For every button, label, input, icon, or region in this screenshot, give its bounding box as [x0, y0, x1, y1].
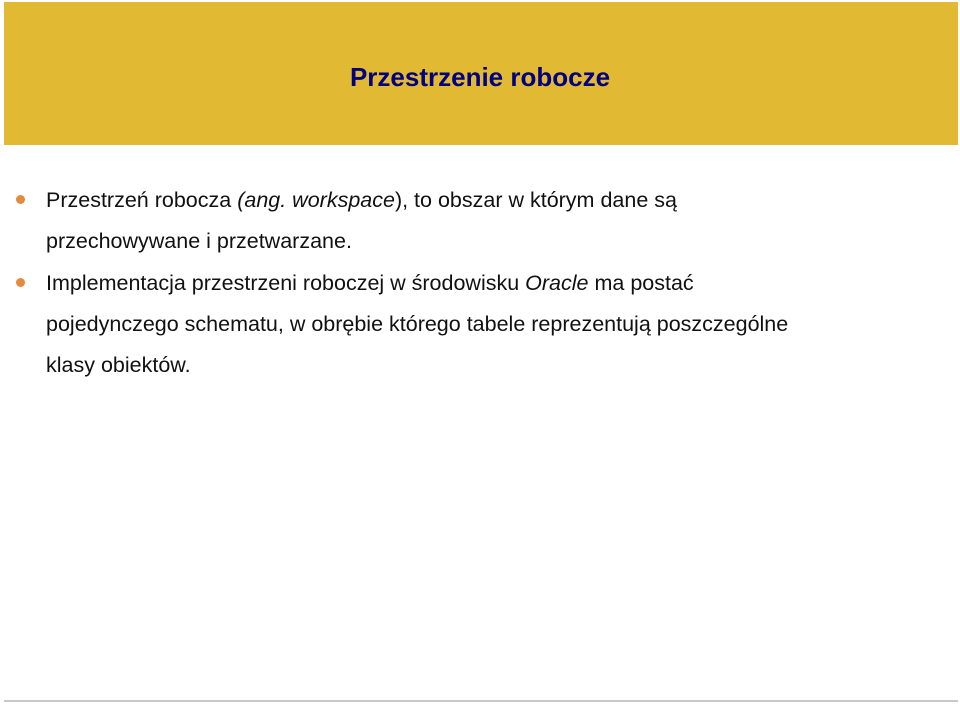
bullet-item — [46, 263, 826, 386]
bullet-list — [46, 180, 826, 386]
bullet-text-italic: Oracle — [525, 271, 589, 295]
bullet-text: Implementacja przestrzeni roboczej w środowisku — [46, 271, 526, 295]
bottom-divider — [4, 700, 958, 702]
bullet-dot-icon — [16, 278, 25, 287]
bullet-item — [46, 180, 826, 262]
bullet-text-italic: (ang. workspace — [237, 188, 395, 212]
slide-title: Przestrzenie robocze — [349, 62, 611, 92]
bullet-text: ma postać pojedynczego schematu, w obrębie którego tabele reprezentują poszczególne klasy obiektów. — [46, 271, 789, 377]
bullet-dot-icon — [16, 195, 25, 204]
bullet-text: Przestrzeń robocza — [46, 188, 238, 212]
bullet-text: ), to obszar w którym dane są przechowywane i przetwarzane. — [46, 188, 677, 253]
